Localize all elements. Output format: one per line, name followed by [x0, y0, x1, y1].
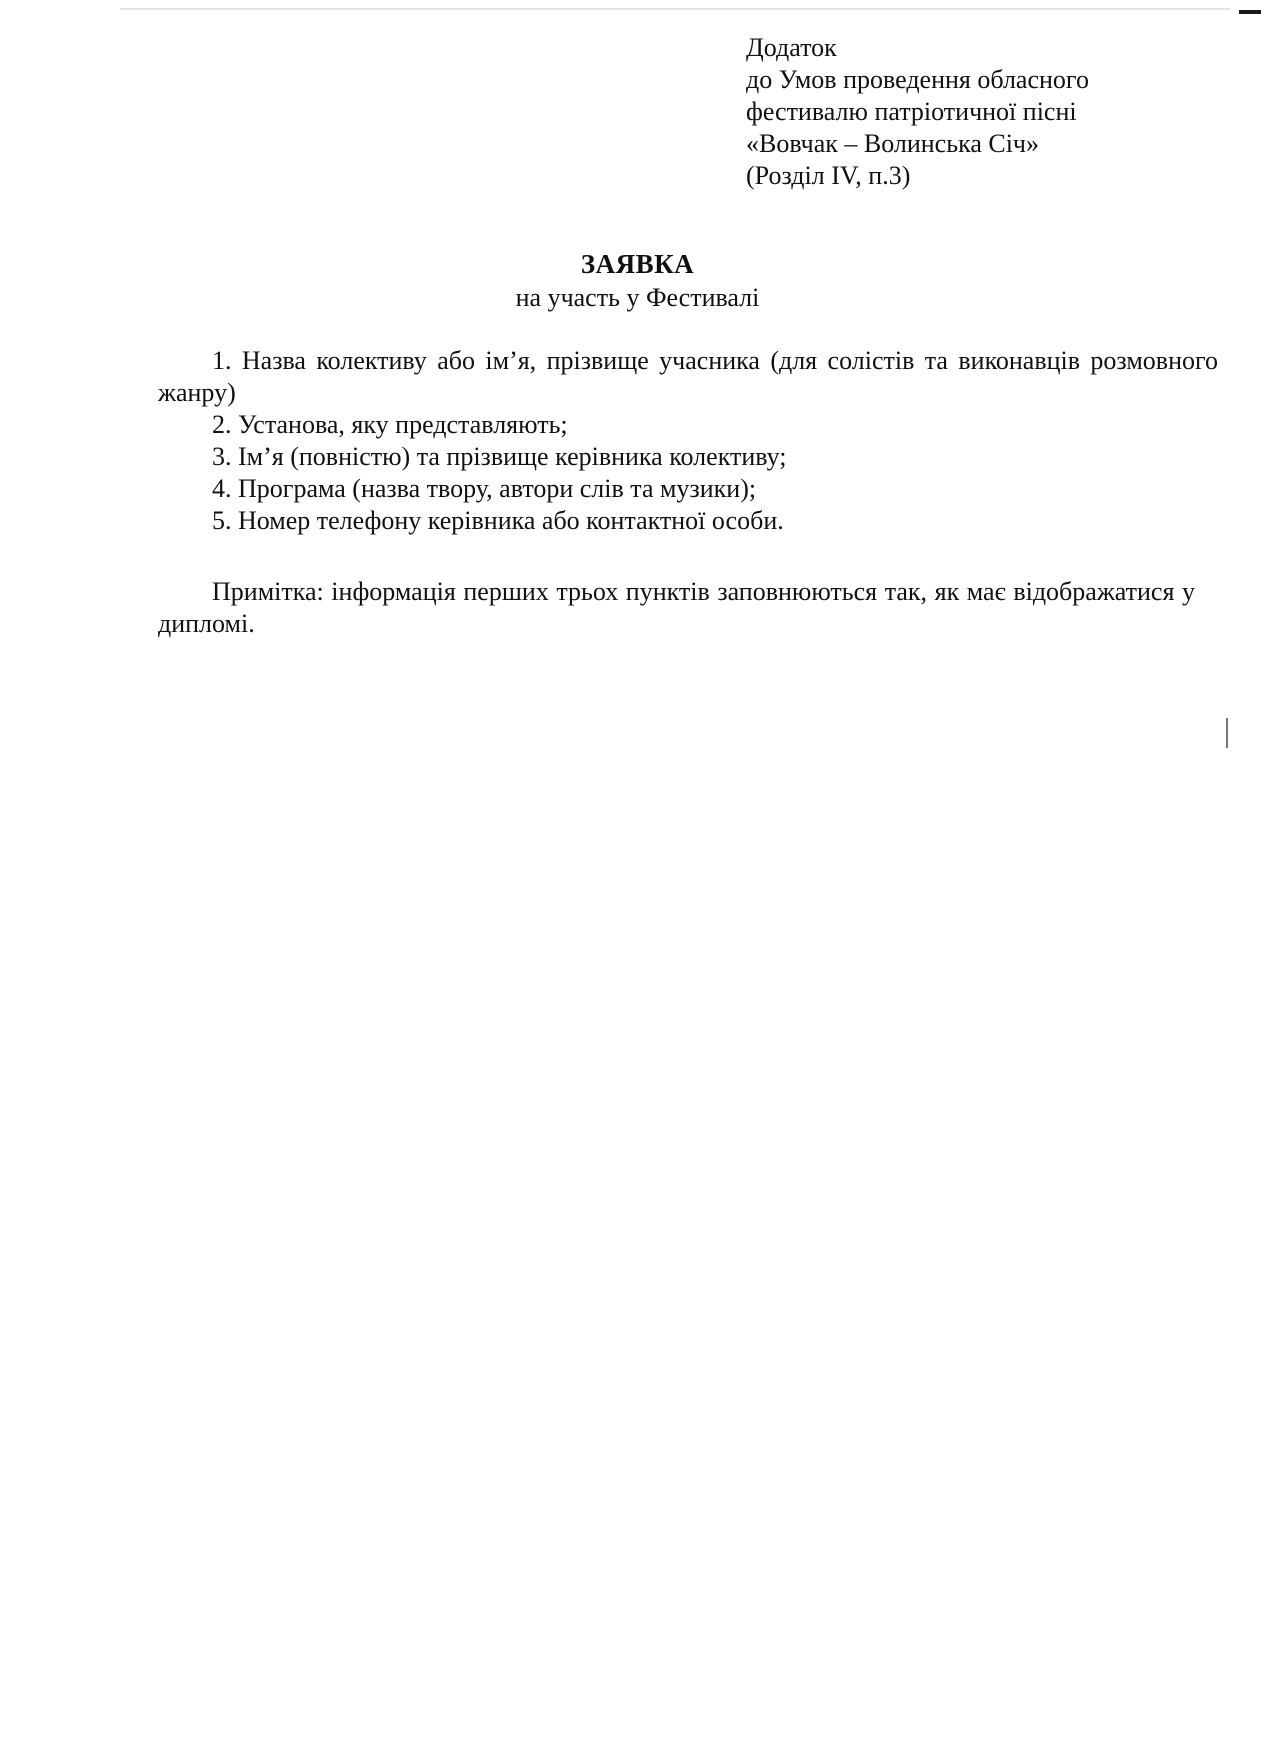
- list-item: 1. Назва колективу або ім’я, прізвище учасника (для солістів та виконавців розмовного жанру): [158, 346, 1218, 407]
- document-title: ЗАЯВКА: [580, 249, 695, 279]
- appendix-line: до Умов проведення обласного: [746, 65, 1089, 94]
- appendix-line: Додаток: [746, 33, 837, 62]
- list-item: 3. Ім’я (повністю) та прізвище керівника колективу;: [212, 442, 787, 471]
- scan-artifact-top-line: [120, 8, 1230, 10]
- appendix-header: [746, 32, 1226, 192]
- list-item: 5. Номер телефону керівника або контактної особи.: [212, 506, 784, 535]
- application-items-list: [158, 345, 1218, 537]
- document-subtitle: на участь у Фестивалі: [515, 283, 760, 312]
- note-paragraph: Примітка: інформація перших трьох пунктів заповнюються так, як має відображатися у дипломі.: [158, 577, 1195, 638]
- appendix-line: (Розділ IV, п.3): [746, 161, 911, 190]
- scan-artifact-corner-mark: [1239, 10, 1261, 14]
- appendix-line: фестивалю патріотичної пісні: [746, 97, 1077, 126]
- list-item: 4. Програма (назва твору, автори слів та музики);: [212, 474, 757, 503]
- appendix-line: «Вовчак – Волинська Січ»: [746, 129, 1039, 158]
- scan-artifact-edge-mark: [1226, 718, 1228, 748]
- list-item: 2. Установа, яку представляють;: [212, 410, 568, 439]
